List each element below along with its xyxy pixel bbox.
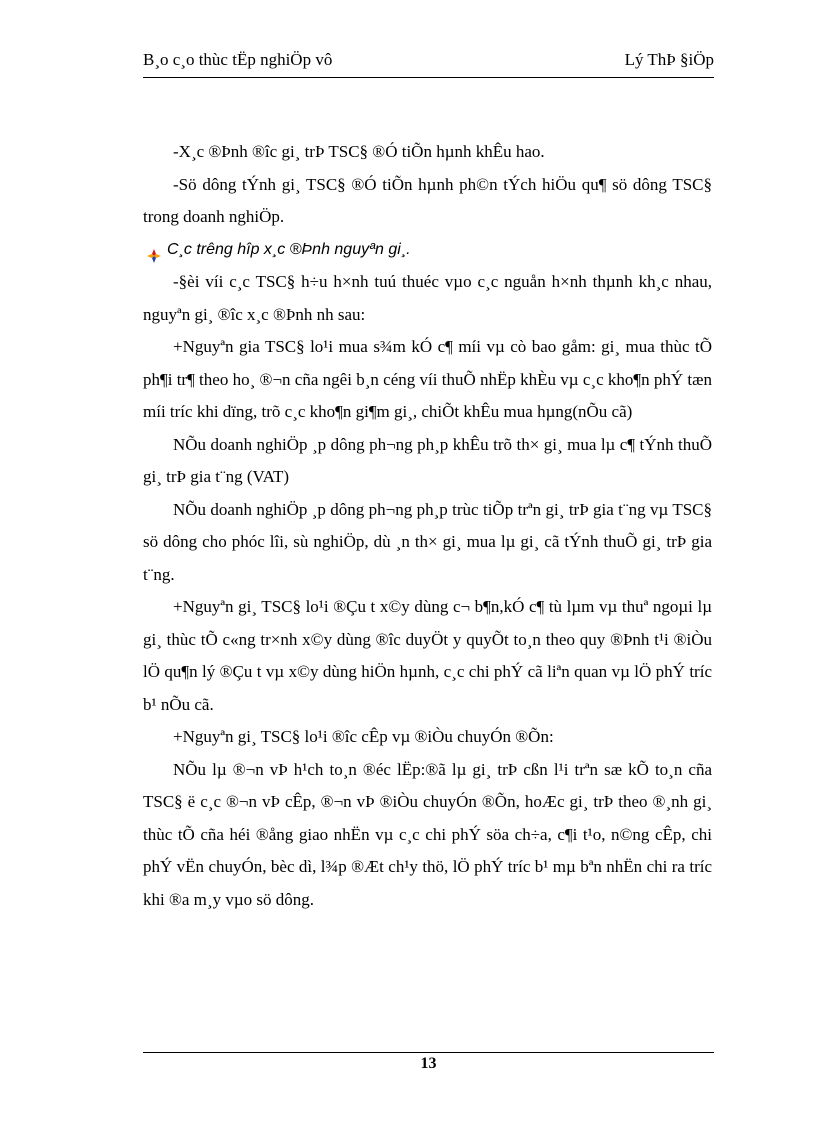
sub-heading-text: C¸c trêng hîp x¸c ®Þnh nguyªn gi¸. — [167, 240, 411, 258]
paragraph-1: -X¸c ®Þnh ®îc gi¸ trÞ TSC§ ®Ó tiÕn hµnh khÊu hao. — [173, 142, 545, 161]
paragraph-3: -§èi víi c¸c TSC§ h÷u h×nh tuú thuéc vµo c¸c nguån h×nh thµnh kh¸c nhau, nguyªn gi¸ ®îc x¸c ®Þnh nh sau: — [143, 272, 712, 324]
diamond-bullet-icon — [147, 243, 161, 257]
paragraph-8: +Nguyªn gi¸ TSC§ lo¹i ®îc cÊp vµ ®iÒu chuyÓn ®Õn: — [173, 727, 554, 746]
paragraph-4: +Nguyªn gia TSC§ lo¹i mua s¾m kÓ c¶ míi vµ cò bao gåm: gi¸ mua thùc tÕ ph¶i tr¶ theo ho¸ ®¬n cña ngêi b¸n céng víi thuÕ nhËp khÈu vµ c¸c kho¶n phÝ tæn míi tríc khi dïng, trõ c¸c kho¶n gi¶m gi¸, chiÕt khÊu mua hµng(nÕu cã) — [143, 337, 712, 421]
paragraph-9: NÕu lµ ®¬n vÞ h¹ch to¸n ®éc lËp:®ã lµ gi¸ trÞ cßn l¹i trªn sæ kÕ to¸n cña TSC§ ë c¸c ®¬n vÞ cÊp, ®¬n vÞ ®iÒu chuyÓn ®Õn, hoÆc gi¸ trÞ theo ®¸nh gi¸ thùc tÕ cña héi ®ång giao nhËn vµ c¸c chi phÝ söa ch÷a, c¶i t¹o, n©ng cÊp, chi phÝ vËn chuyÓn, bèc dì, l¾p ®Æt ch¹y thö, lÖ phÝ tríc b¹ mµ bªn nhËn chi ra tríc khi ®a m¸y vµo sö dông. — [143, 759, 712, 909]
paragraph-7: +Nguyªn gi¸ TSC§ lo¹i ®Çu t x©y dùng c¬ b¶n,kÓ c¶ tù lµm vµ thuª ngoµi lµ gi¸ thùc tÕ c«ng tr×nh x©y dùng ®îc duyÖt y quyÕt to¸n theo quy ®Þnh t¹i ®iÒu lÖ qu¶n lý ®Çu t vµ x©y dùng hiÖn hµnh, c¸c chi phÝ cã liªn quan vµ lÖ phÝ tríc b¹ nÕu cã. — [143, 597, 712, 714]
paragraph-5: NÕu doanh nghiÖp ¸p dông ph¬ng ph¸p khÊu trõ th× gi¸ mua lµ c¶ tÝnh thuÕ gi¸ trÞ gia t¨ng (VAT) — [143, 434, 712, 486]
sub-heading — [143, 234, 712, 267]
footer-rule — [143, 1052, 714, 1053]
document-body — [143, 136, 712, 916]
header-rule — [143, 77, 714, 78]
page-number: 13 — [420, 1055, 437, 1072]
header-title: B¸o c¸o thùc tËp nghiÖp vô — [143, 50, 333, 69]
paragraph-2: -Sö dông tÝnh gi¸ TSC§ ®Ó tiÕn hµnh ph©n tÝch hiÖu qu¶ sö dông TSC§ trong doanh nghiÖp. — [143, 174, 712, 226]
header-author: Lý ThÞ §iÖp — [624, 50, 714, 69]
paragraph-6: NÕu doanh nghiÖp ¸p dông ph¬ng ph¸p trùc tiÕp trªn gi¸ trÞ gia t¨ng vµ TSC§ sö dông cho phóc lîi, sù nghiÖp, dù ¸n th× gi¸ mua lµ gi¸ cã tÝnh thuÕ gi¸ trÞ gia t¨ng. — [143, 499, 712, 584]
